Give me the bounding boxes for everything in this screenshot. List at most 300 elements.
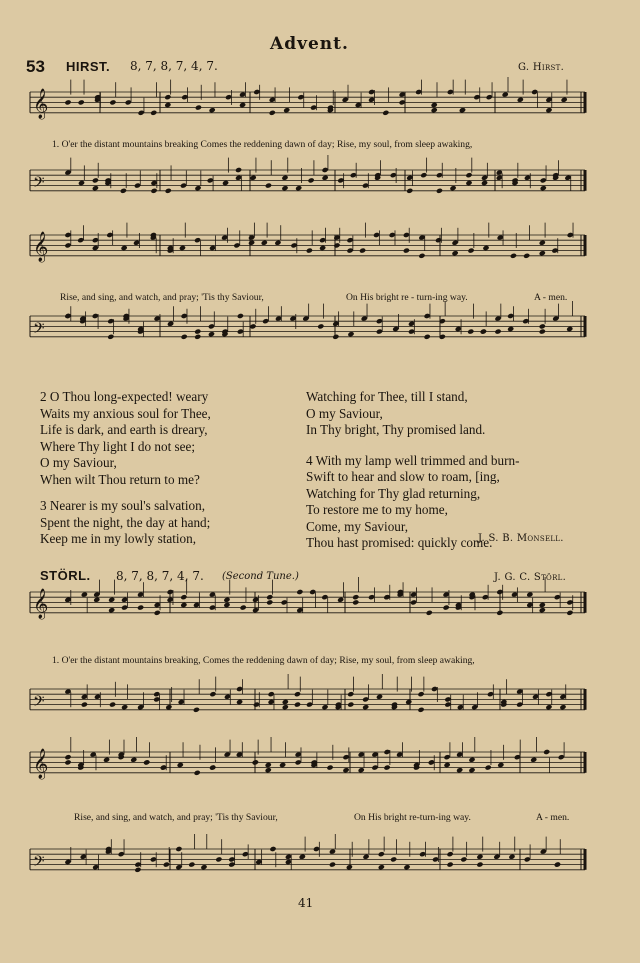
note-head — [347, 691, 354, 697]
note-head — [482, 594, 489, 600]
verse-line: Waits my anxious soul for Thee, — [40, 405, 211, 421]
note-head — [175, 864, 182, 870]
note-head — [361, 316, 368, 322]
note-head — [150, 110, 157, 116]
note-head — [444, 754, 451, 760]
note-head — [480, 329, 487, 335]
note-head — [552, 175, 559, 181]
note-head — [134, 183, 141, 189]
note-head — [77, 762, 84, 768]
note-head — [431, 102, 438, 108]
staff-treble-2 — [30, 223, 585, 263]
note-head — [539, 240, 546, 246]
note-head — [236, 752, 243, 758]
note-head — [399, 99, 406, 105]
note-head — [346, 248, 353, 254]
note-head — [235, 175, 242, 181]
note-head — [120, 188, 127, 194]
note-head — [327, 107, 334, 113]
note-head — [164, 94, 171, 100]
note-head — [109, 702, 116, 708]
note-head — [295, 185, 302, 191]
note-head — [444, 762, 451, 768]
verse-line: Spent the night, the day at hand; — [40, 514, 211, 530]
note-head — [200, 864, 207, 870]
note-head — [346, 237, 353, 243]
note-head — [359, 248, 366, 254]
note-head — [358, 752, 365, 758]
note-head — [476, 854, 483, 860]
note-head — [215, 856, 222, 862]
note-head — [252, 759, 259, 765]
note-head — [378, 864, 385, 870]
note-head — [510, 253, 517, 259]
note-head — [511, 180, 518, 186]
note-head — [281, 185, 288, 191]
note-head — [428, 759, 435, 765]
meter-2: 8, 7, 8, 7, 4, 7. — [116, 569, 204, 583]
note-head — [408, 321, 415, 327]
note-head — [469, 592, 476, 598]
note-head — [81, 702, 88, 708]
note-head — [209, 691, 216, 697]
note-head — [150, 180, 157, 186]
note-head — [193, 602, 200, 608]
verse-line: O my Saviour, — [40, 455, 117, 470]
note-head — [290, 242, 297, 248]
note-head — [209, 605, 216, 611]
note-head — [285, 854, 292, 860]
note-head — [294, 702, 301, 708]
note-head — [81, 694, 88, 700]
note-head — [362, 854, 369, 860]
note-head — [389, 232, 396, 238]
note-head — [390, 856, 397, 862]
note-head — [545, 691, 552, 697]
note-head — [154, 602, 161, 608]
note-head — [94, 97, 101, 103]
note-head — [428, 759, 435, 765]
note-head — [449, 185, 456, 191]
note-head — [302, 316, 309, 322]
note-head — [554, 862, 561, 868]
note-head — [64, 597, 71, 603]
note-head — [333, 235, 340, 241]
note-head — [321, 594, 328, 600]
note-head — [64, 859, 71, 865]
note-head — [376, 318, 383, 324]
verse-line: Where Thy light I do not see; — [40, 438, 196, 454]
bass-clef-icon: 𝄢 — [33, 692, 45, 714]
note-head — [164, 102, 171, 108]
note-head — [134, 867, 141, 873]
note-head — [143, 759, 150, 765]
note-head — [487, 691, 494, 697]
note-head — [118, 752, 125, 758]
verse-line — [40, 488, 211, 498]
note-head — [391, 702, 398, 708]
note-head — [352, 594, 359, 600]
note-head — [265, 762, 272, 768]
note-head — [268, 699, 275, 705]
note-head — [486, 94, 493, 100]
note-head — [64, 99, 71, 105]
note-head — [134, 862, 141, 868]
note-head — [235, 167, 242, 173]
note-head — [523, 253, 530, 259]
note-head — [150, 188, 157, 194]
note-head — [455, 602, 462, 608]
note-head — [109, 99, 116, 105]
verse-line: Watching for Thee, till I stand, — [306, 389, 468, 404]
note-head — [413, 765, 420, 771]
note-head — [167, 321, 174, 327]
note-head — [410, 592, 417, 598]
tune-name-2: STÖRL. — [40, 568, 91, 583]
note-head — [310, 105, 317, 111]
note-head — [485, 765, 492, 771]
note-head — [326, 765, 333, 771]
bass-clef-icon: 𝄢 — [33, 852, 45, 874]
note-head — [195, 105, 202, 111]
note-head — [160, 765, 167, 771]
note-head — [539, 250, 546, 256]
note-head — [252, 597, 259, 603]
note-head — [524, 856, 531, 862]
note-head — [511, 592, 518, 598]
note-head — [105, 846, 112, 852]
note-head — [269, 97, 276, 103]
note-head — [403, 864, 410, 870]
note-head — [249, 323, 256, 329]
note-head — [539, 602, 546, 608]
note-head — [281, 599, 288, 605]
note-head — [415, 89, 422, 95]
note-head — [209, 765, 216, 771]
note-head — [252, 759, 259, 765]
note-head — [121, 597, 128, 603]
note-head — [294, 691, 301, 697]
note-head — [455, 605, 462, 611]
note-head — [279, 762, 286, 768]
verse-line: Watching for Thy glad returning, — [306, 485, 481, 501]
hymn1-amen: A - men. — [534, 292, 568, 303]
note-head — [378, 851, 385, 857]
note-head — [355, 102, 362, 108]
note-head — [376, 329, 383, 335]
note-head — [540, 849, 547, 855]
note-head — [295, 752, 302, 758]
note-head — [313, 846, 320, 852]
treble-clef-icon: 𝄞 — [33, 748, 49, 779]
note-head — [329, 862, 336, 868]
note-head — [471, 704, 478, 710]
note-head — [480, 329, 487, 335]
note-head — [181, 313, 188, 319]
note-head — [552, 316, 559, 322]
note-head — [64, 170, 71, 176]
staff-bass-1 — [30, 155, 585, 195]
note-head — [223, 597, 230, 603]
note-head — [242, 851, 249, 857]
note-head — [228, 856, 235, 862]
note-head — [150, 856, 157, 862]
note-head — [332, 334, 339, 340]
tune-name: HIRST. — [66, 59, 111, 74]
note-head — [456, 767, 463, 773]
note-head — [64, 754, 71, 760]
note-head — [179, 245, 186, 251]
note-head — [92, 245, 99, 251]
note-head — [418, 253, 425, 259]
verse-line: When wilt Thou return to me? — [40, 471, 200, 487]
note-head — [347, 702, 354, 708]
note-head — [64, 232, 71, 238]
note-head — [165, 188, 172, 194]
note-head — [92, 313, 99, 319]
note-head — [64, 313, 71, 319]
note-head — [252, 607, 259, 613]
note-head — [255, 859, 262, 865]
note-head — [175, 846, 182, 852]
note-head — [322, 175, 329, 181]
note-head — [374, 172, 381, 178]
note-head — [193, 707, 200, 713]
note-head — [516, 689, 523, 695]
staff-treble-4 — [30, 737, 585, 780]
note-head — [543, 749, 550, 755]
note-head — [154, 610, 161, 616]
note-head — [465, 180, 472, 186]
note-head — [165, 704, 172, 710]
note-head — [90, 752, 97, 758]
note-head — [559, 704, 566, 710]
note-head — [500, 699, 507, 705]
note-head — [564, 175, 571, 181]
page-number: 41 — [298, 896, 314, 910]
note-head — [265, 767, 272, 773]
hymn2-lyric-line2b: On His bright re-turn-ing way. — [354, 812, 471, 823]
note-head — [497, 235, 504, 241]
note-head — [368, 594, 375, 600]
note-head — [399, 92, 406, 98]
note-head — [181, 334, 188, 340]
note-head — [180, 594, 187, 600]
note-head — [121, 245, 128, 251]
note-head — [368, 89, 375, 95]
note-head — [209, 592, 216, 598]
note-head — [188, 862, 195, 868]
note-head — [540, 177, 547, 183]
note-head — [275, 316, 282, 322]
note-head — [496, 589, 503, 595]
note-head — [327, 105, 334, 111]
note-head — [94, 94, 101, 100]
note-head — [335, 702, 342, 708]
note-head — [236, 699, 243, 705]
note-head — [426, 610, 433, 616]
note-head — [410, 599, 417, 605]
note-head — [405, 699, 412, 705]
note-head — [306, 248, 313, 254]
note-head — [517, 97, 524, 103]
note-head — [265, 183, 272, 189]
note-head — [566, 599, 573, 605]
note-head — [469, 594, 476, 600]
note-head — [319, 237, 326, 243]
note-head — [167, 245, 174, 251]
section-title: Advent. — [270, 34, 349, 54]
note-head — [342, 97, 349, 103]
note-head — [545, 704, 552, 710]
hymn1-lyric-line2a: Rise, and sing, and watch, and pray; 'Tis thy Saviour, — [60, 292, 264, 303]
note-head — [539, 323, 546, 329]
note-head — [502, 92, 509, 98]
note-head — [558, 754, 565, 760]
note-head — [64, 242, 71, 248]
note-head — [177, 762, 184, 768]
verse-line — [306, 439, 520, 453]
note-head — [496, 170, 503, 176]
note-head — [526, 592, 533, 598]
note-head — [382, 110, 389, 116]
bass-clef-icon: 𝄢 — [33, 173, 45, 195]
note-head — [296, 607, 303, 613]
note-head — [221, 329, 228, 335]
note-head — [106, 232, 113, 238]
hymn2-lyric-line1: 1. O'er the distant mountains breaking, Comes the reddening dawn of day; Rise, my soul, from sleep awaking, — [52, 655, 475, 666]
note-head — [222, 180, 229, 186]
note-head — [296, 589, 303, 595]
note-head — [452, 240, 459, 246]
note-head — [178, 699, 185, 705]
note-head — [77, 237, 84, 243]
note-head — [417, 707, 424, 713]
note-head — [181, 94, 188, 100]
note-head — [118, 754, 125, 760]
note-head — [285, 859, 292, 865]
treble-clef-icon: 𝄞 — [33, 88, 49, 119]
note-head — [137, 704, 144, 710]
note-head — [497, 762, 504, 768]
note-head — [308, 177, 315, 183]
note-head — [420, 172, 427, 178]
note-head — [482, 245, 489, 251]
note-head — [337, 597, 344, 603]
note-head — [567, 232, 574, 238]
note-head — [208, 331, 215, 337]
staff-treble-1 — [30, 77, 585, 120]
note-head — [299, 854, 306, 860]
note-head — [376, 694, 383, 700]
note-head — [524, 175, 531, 181]
note-head — [362, 183, 369, 189]
note-head — [282, 704, 289, 710]
note-head — [371, 752, 378, 758]
note-head — [274, 240, 281, 246]
note-head — [180, 183, 187, 189]
note-head — [289, 316, 296, 322]
verse-line: 4 With my lamp well trimmed and burn- — [306, 452, 520, 468]
note-head — [391, 704, 398, 710]
note-head — [397, 592, 404, 598]
note-head — [459, 107, 466, 113]
note-head — [78, 180, 85, 186]
verse-line: In Thy bright, Thy promised land. — [306, 422, 486, 437]
note-head — [522, 318, 529, 324]
note-head — [209, 107, 216, 113]
note-head — [239, 102, 246, 108]
note-head — [121, 605, 128, 611]
note-head — [80, 854, 87, 860]
note-head — [507, 313, 514, 319]
note-head — [374, 175, 381, 181]
note-head — [309, 589, 316, 595]
note-head — [559, 694, 566, 700]
note-head — [494, 316, 501, 322]
author: J. S. B. Monsell. — [478, 533, 564, 544]
note-head — [439, 318, 446, 324]
note-head — [239, 92, 246, 98]
note-head — [79, 318, 86, 324]
staff-bass-2 — [30, 301, 585, 341]
note-head — [194, 770, 201, 776]
note-head — [406, 188, 413, 194]
note-head — [180, 602, 187, 608]
note-head — [160, 765, 167, 771]
note-head — [436, 188, 443, 194]
note-head — [392, 326, 399, 332]
note-head — [137, 326, 144, 332]
note-head — [500, 702, 507, 708]
note-head — [432, 856, 439, 862]
note-head — [508, 854, 515, 860]
note-head — [496, 175, 503, 181]
note-head — [299, 854, 306, 860]
note-head — [447, 89, 454, 95]
note-head — [346, 864, 353, 870]
note-head — [384, 765, 391, 771]
note-head — [281, 175, 288, 181]
treble-clef-icon: 𝄞 — [33, 588, 49, 619]
note-head — [163, 862, 170, 868]
note-head — [321, 704, 328, 710]
note-head — [362, 696, 369, 702]
note-head — [266, 599, 273, 605]
note-head — [236, 752, 243, 758]
note-head — [209, 765, 216, 771]
note-head — [551, 248, 558, 254]
note-head — [439, 334, 446, 340]
hymn2-lyric-line2a: Rise, and sing, and watch, and pray; 'Tis thy Saviour, — [74, 812, 278, 823]
note-head — [295, 759, 302, 765]
note-head — [530, 757, 537, 763]
verse-line: Come, my Saviour, — [306, 518, 409, 534]
note-head — [108, 597, 115, 603]
note-head — [269, 110, 276, 116]
note-head — [390, 172, 397, 178]
note-head — [282, 699, 289, 705]
composer-2: J. G. C. Störl. — [494, 572, 567, 583]
note-head — [240, 605, 247, 611]
note-head — [105, 849, 112, 855]
note-head — [384, 749, 391, 755]
note-head — [333, 242, 340, 248]
note-head — [64, 313, 71, 319]
note-head — [350, 172, 357, 178]
note-head — [194, 237, 201, 243]
note-head — [332, 321, 339, 327]
